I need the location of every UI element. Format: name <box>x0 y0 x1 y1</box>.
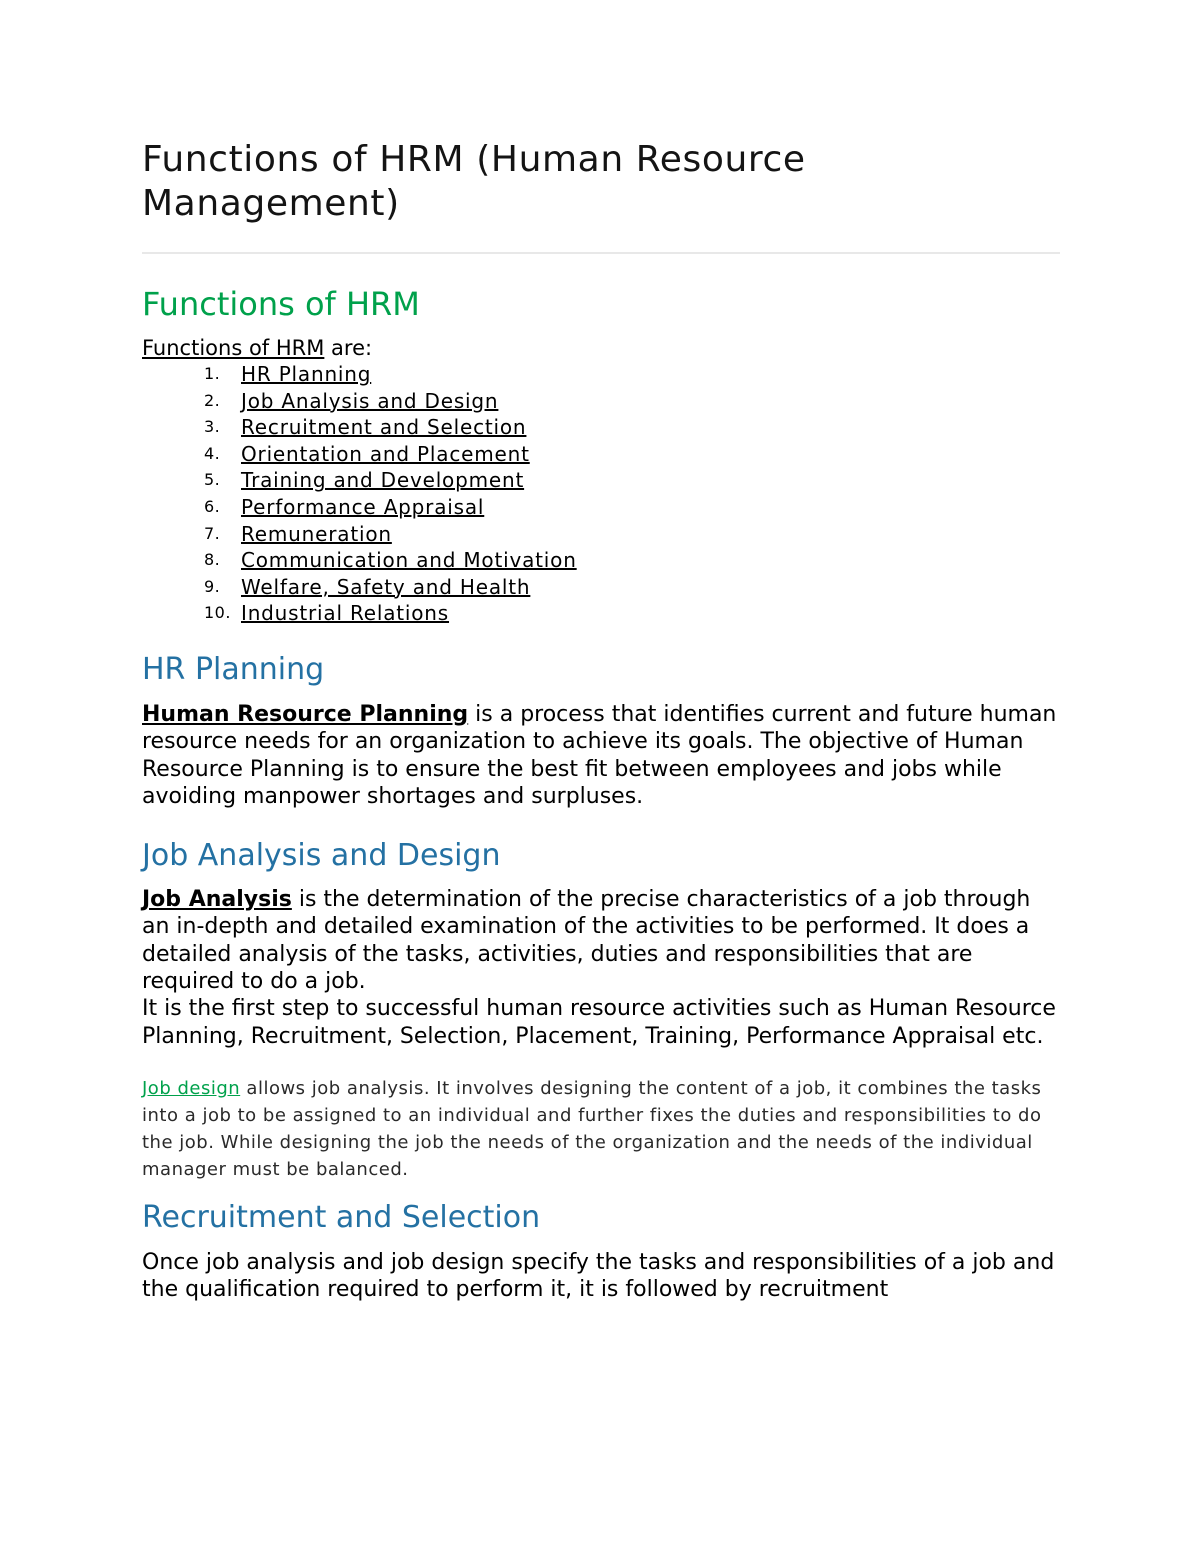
job-analysis-paragraph <box>142 886 1062 995</box>
list-item <box>142 547 1062 574</box>
job-design-text: allows job analysis. It involves designing the content of a job, it combines the tasks into a job to be assigned to an individual and further fixes the duties and responsibilities to do the job. While designing the job the needs of the organization and the needs of the individual manager must be balanced. <box>142 1077 1042 1180</box>
list-item-number: 10. <box>204 603 231 623</box>
list-item <box>142 414 1062 441</box>
job-analysis-term-link[interactable]: Job Analysis <box>142 887 292 913</box>
list-item-number: 4. <box>204 443 221 463</box>
list-item <box>142 467 1062 494</box>
list-item-link-orientation[interactable]: Orientation and Placement <box>241 441 530 466</box>
list-item-number: 9. <box>204 576 221 596</box>
list-item-link-training[interactable]: Training and Development <box>241 468 525 493</box>
functions-heading: Functions of HRM <box>142 285 420 323</box>
functions-intro-rest: are: <box>324 336 373 360</box>
job-analysis-paragraph-2: It is the first step to successful human resource activities such as Human Resource Planning, Recruitment, Selection, Placement, Training, Performance Appraisal etc. <box>142 996 1056 1049</box>
list-item <box>142 361 1062 388</box>
list-item-link-recruitment[interactable]: Recruitment and Selection <box>241 415 527 440</box>
list-item <box>142 388 1062 415</box>
recruitment-paragraph: Once job analysis and job design specify the tasks and responsibilities of a job and the qualification required to perform it, it is followed by recruitment <box>142 1249 1055 1303</box>
list-item-link-hr-planning[interactable]: HR Planning <box>241 362 372 386</box>
document-body <box>142 138 1062 1304</box>
hr-planning-paragraph <box>142 701 1062 810</box>
list-item-link-job-analysis[interactable]: Job Analysis and Design <box>241 388 499 413</box>
list-item-link-performance[interactable]: Performance Appraisal <box>241 494 485 519</box>
job-analysis-heading: Job Analysis and Design <box>142 838 501 874</box>
hr-planning-heading: HR Planning <box>142 651 325 687</box>
list-item-number: 6. <box>204 496 221 516</box>
list-item <box>142 521 1062 548</box>
functions-intro-link[interactable]: Functions of HRM <box>142 336 325 360</box>
list-item-number: 1. <box>204 364 221 383</box>
recruitment-heading: Recruitment and Selection <box>142 1199 541 1235</box>
list-item-link-communication[interactable]: Communication and Motivation <box>241 548 577 573</box>
list-item-number: 2. <box>204 390 221 410</box>
list-item-number: 3. <box>204 417 221 437</box>
list-item <box>142 574 1062 601</box>
job-analysis-text: is the determination of the precise characteristics of a job through an in-depth and detailed examination of the activities to be performed. It does a detailed analysis of the tasks, activities, duties and responsibilities that are required to do a job. <box>142 887 1031 995</box>
document-title: Functions of HRM (Human Resource Management) <box>142 139 806 224</box>
list-item-link-welfare[interactable]: Welfare, Safety and Health <box>241 574 531 599</box>
hr-planning-text: is a process that identifies current and future human resource needs for an organization to achieve its goals. The objective of Human Resource Planning is to ensure the best fit between employees and jobs while avoiding manpower shortages and surpluses. <box>142 701 1057 809</box>
functions-list <box>142 361 1062 627</box>
list-item-number: 5. <box>204 470 221 490</box>
list-item-link-industrial-relations[interactable]: Industrial Relations <box>241 601 450 626</box>
title-divider <box>142 252 1060 254</box>
list-item-number: 8. <box>204 550 221 570</box>
list-item <box>142 494 1062 521</box>
list-item <box>142 441 1062 468</box>
list-item <box>142 600 1062 627</box>
job-design-link[interactable]: Job design <box>142 1077 241 1099</box>
functions-intro <box>142 335 1062 361</box>
hr-planning-term-link[interactable]: Human Resource Planning <box>142 701 469 727</box>
list-item-link-remuneration[interactable]: Remuneration <box>241 521 392 546</box>
list-item-number: 7. <box>204 523 221 543</box>
job-design-paragraph <box>142 1075 1062 1183</box>
